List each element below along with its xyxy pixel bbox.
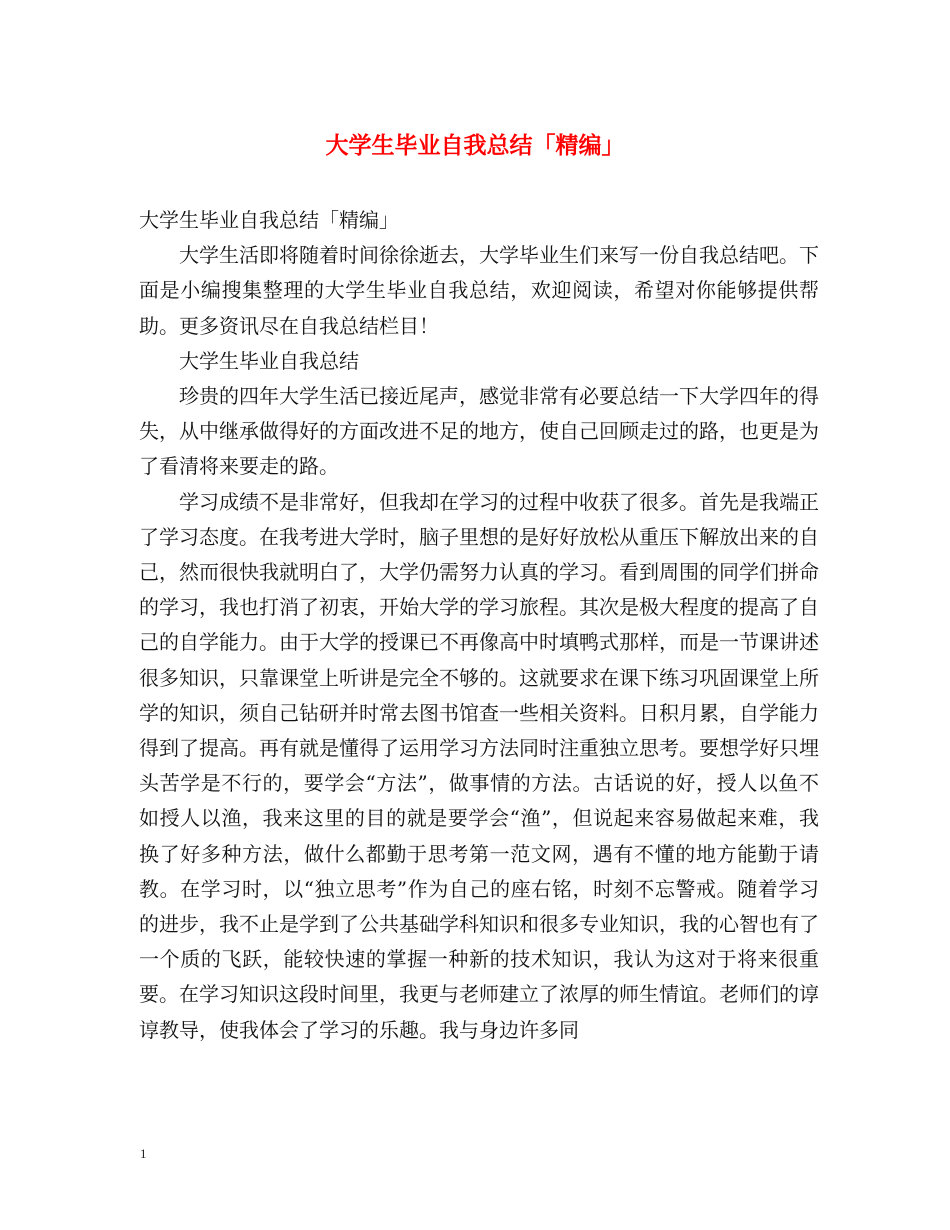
paragraph-study: 学习成绩不是非常好，但我却在学习的过程中收获了很多。首先是我端正了学习态度。在我考进大学时，脑子里想的是好好放松从重压下解放出来的自己，然而很快我就明白了，大学仍需努力认真的学习。看到周围的同学们拼命的学习，我也打消了初衷，开始大学的学习旅程。其次是极大程度的提高了自己的自学能力。由于大学的授课已不再像高中时填鸭式那样，而是一节课讲述很多知识，只靠课堂上听讲是完全不够的。这就要求在课下练习巩固课堂上所学的知识，须自己钻研并时常去图书馆查一些相关资料。日积月累，自学能力得到了提高。再有就是懂得了运用学习方法同时注重独立思考。要想学好只埋头苦学是不行的，要学会“方法”，做事情的方法。古话说的好，授人以鱼不如授人以渔，我来这里的目的就是要学会“渔”，但说起来容易做起来难，我换了好多种方法，做什么都勤于思考第一范文网，遇有不懂的地方能勤于请教。在学习时，以“独立思考”作为自己的座右铭，时刻不忘警戒。随着学习的进步，我不止是学到了公共基础学科知识和很多专业知识，我的心智也有了一个质的飞跃，能较快速的掌握一种新的技术知识，我认为这对于将来很重要。在学习知识这段时间里，我更与老师建立了浓厚的师生情谊。老师们的谆谆教导，使我体会了学习的乐趣。我与身边许多同 bbox=[139, 489, 819, 1042]
document-body bbox=[139, 203, 819, 1048]
paragraph-opening: 珍贵的四年大学生活已接近尾声，感觉非常有必要总结一下大学四年的得失，从中继承做得好的方面改进不足的地方，使自己回顾走过的路，也更是为了看清将来要走的路。 bbox=[139, 384, 819, 479]
paragraph-subtitle: 大学生毕业自我总结「精编」 bbox=[139, 208, 399, 232]
page-number: 1 bbox=[140, 1146, 147, 1161]
paragraph-intro: 大学生活即将随着时间徐徐逝去，大学毕业生们来写一份自我总结吧。下面是小编搜集整理的大学生毕业自我总结，欢迎阅读，希望对你能够提供帮助。更多资讯尽在自我总结栏目！ bbox=[139, 243, 819, 338]
paragraph-heading: 大学生毕业自我总结 bbox=[179, 348, 359, 373]
document-title: 大学生毕业自我总结「精编」 bbox=[325, 132, 625, 159]
